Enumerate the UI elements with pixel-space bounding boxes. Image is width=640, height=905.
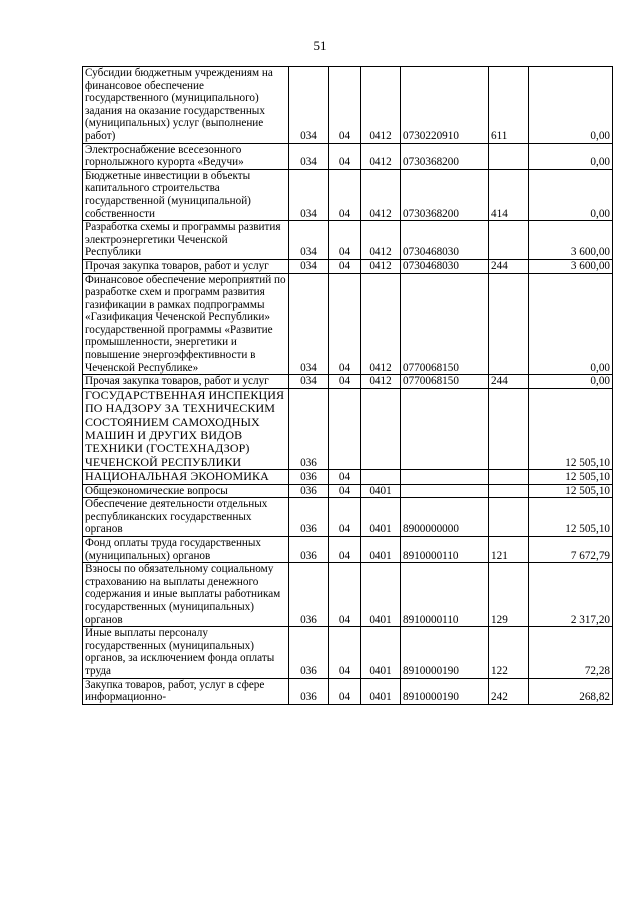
section-code-cell: 04 (329, 498, 361, 537)
target-article-cell: 0730368200 (401, 169, 489, 220)
table-row (83, 627, 613, 678)
section-code-cell: 04 (329, 484, 361, 498)
amount-cell: 0,00 (529, 273, 613, 375)
section-code-cell: 04 (329, 537, 361, 563)
subsection-code-cell: 0412 (361, 375, 401, 389)
table-row (83, 563, 613, 627)
row-name-cell: НАЦИОНАЛЬНАЯ ЭКОНОМИКА (83, 470, 289, 484)
row-name-cell: Взносы по обязательному социальному страхованию на выплаты денежного содержания и иные выплаты работникам государственных (муниципальных) органов (83, 563, 289, 627)
subsection-code-cell: 0412 (361, 169, 401, 220)
section-code-cell: 04 (329, 273, 361, 375)
row-name-cell: ГОСУДАРСТВЕННАЯ ИНСПЕКЦИЯ ПО НАДЗОРУ ЗА ТЕХНИЧЕСКИМ СОСТОЯНИЕМ САМОХОДНЫХ МАШИН И ДРУГИХ ВИДОВ ТЕХНИКИ (ГОСТЕХНАДЗОР) ЧЕЧЕНСКОЙ РЕСПУБЛИКИ (83, 388, 289, 469)
expense-kind-cell: 414 (489, 169, 529, 220)
section-code-cell: 04 (329, 67, 361, 144)
ministry-code-cell: 034 (289, 143, 329, 169)
row-name-cell: Электроснабжение всесезонного горнолыжного курорта «Ведучи» (83, 143, 289, 169)
row-name-cell: Финансовое обеспечение мероприятий по разработке схем и программ развития газификации в рамках подпрограммы «Газификация Чеченской Республики» государственной программы «Развитие промышленности, энергетики и повышение энергоэффективности в Чеченской Республике» (83, 273, 289, 375)
amount-cell: 12 505,10 (529, 470, 613, 484)
target-article-cell (401, 388, 489, 469)
target-article-cell: 0730220910 (401, 67, 489, 144)
target-article-cell: 8910000110 (401, 563, 489, 627)
section-code-cell: 04 (329, 470, 361, 484)
table-row (83, 678, 613, 704)
section-code-cell: 04 (329, 259, 361, 273)
expense-kind-cell (489, 470, 529, 484)
amount-cell: 3 600,00 (529, 259, 613, 273)
subsection-code-cell (361, 470, 401, 484)
expense-kind-cell: 122 (489, 627, 529, 678)
row-name-cell: Бюджетные инвестиции в объекты капитального строительства государственной (муниципальной) собственности (83, 169, 289, 220)
target-article-cell (401, 470, 489, 484)
row-name-cell: Прочая закупка товаров, работ и услуг (83, 375, 289, 389)
row-name-cell: Субсидии бюджетным учреждениям на финансовое обеспечение государственного (муниципального) задания на оказание государственных (муниципальных) услуг (выполнение работ) (83, 67, 289, 144)
row-name-cell: Закупка товаров, работ, услуг в сфере информационно- (83, 678, 289, 704)
ministry-code-cell: 036 (289, 563, 329, 627)
table-row (83, 388, 613, 469)
expense-kind-cell (489, 484, 529, 498)
ministry-code-cell: 036 (289, 470, 329, 484)
target-article-cell (401, 484, 489, 498)
target-article-cell: 0730468030 (401, 259, 489, 273)
ministry-code-cell: 034 (289, 169, 329, 220)
table-row (83, 375, 613, 389)
amount-cell: 12 505,10 (529, 498, 613, 537)
table-row (83, 221, 613, 260)
expense-kind-cell: 121 (489, 537, 529, 563)
amount-cell: 0,00 (529, 169, 613, 220)
ministry-code-cell: 034 (289, 67, 329, 144)
expense-kind-cell (489, 143, 529, 169)
ministry-code-cell: 034 (289, 259, 329, 273)
ministry-code-cell: 036 (289, 498, 329, 537)
ministry-code-cell: 034 (289, 221, 329, 260)
target-article-cell: 0730468030 (401, 221, 489, 260)
target-article-cell: 8910000110 (401, 537, 489, 563)
budget-table (82, 66, 613, 705)
expense-kind-cell (489, 273, 529, 375)
target-article-cell: 8910000190 (401, 627, 489, 678)
subsection-code-cell: 0401 (361, 484, 401, 498)
table-row (83, 169, 613, 220)
subsection-code-cell: 0412 (361, 143, 401, 169)
section-code-cell: 04 (329, 563, 361, 627)
ministry-code-cell: 034 (289, 273, 329, 375)
expense-kind-cell: 244 (489, 375, 529, 389)
ministry-code-cell: 036 (289, 537, 329, 563)
subsection-code-cell: 0401 (361, 627, 401, 678)
row-name-cell: Фонд оплаты труда государственных (муниципальных) органов (83, 537, 289, 563)
amount-cell: 0,00 (529, 375, 613, 389)
table-row (83, 537, 613, 563)
amount-cell: 0,00 (529, 143, 613, 169)
expense-kind-cell: 129 (489, 563, 529, 627)
ministry-code-cell: 036 (289, 627, 329, 678)
amount-cell: 12 505,10 (529, 388, 613, 469)
table-row (83, 67, 613, 144)
section-code-cell: 04 (329, 627, 361, 678)
row-name-cell: Обеспечение деятельности отдельных республиканских государственных органов (83, 498, 289, 537)
subsection-code-cell: 0412 (361, 221, 401, 260)
section-code-cell: 04 (329, 375, 361, 389)
ministry-code-cell: 036 (289, 678, 329, 704)
row-name-cell: Прочая закупка товаров, работ и услуг (83, 259, 289, 273)
subsection-code-cell: 0412 (361, 273, 401, 375)
ministry-code-cell: 036 (289, 388, 329, 469)
table-row (83, 273, 613, 375)
row-name-cell: Разработка схемы и программы развития электроэнергетики Чеченской Республики (83, 221, 289, 260)
ministry-code-cell: 036 (289, 484, 329, 498)
subsection-code-cell (361, 388, 401, 469)
expense-kind-cell (489, 498, 529, 537)
table-row (83, 484, 613, 498)
table-row (83, 498, 613, 537)
amount-cell: 3 600,00 (529, 221, 613, 260)
subsection-code-cell: 0412 (361, 259, 401, 273)
amount-cell: 2 317,20 (529, 563, 613, 627)
amount-cell: 268,82 (529, 678, 613, 704)
expense-kind-cell: 244 (489, 259, 529, 273)
expense-kind-cell: 242 (489, 678, 529, 704)
budget-table-body (83, 67, 613, 705)
section-code-cell (329, 388, 361, 469)
amount-cell: 0,00 (529, 67, 613, 144)
amount-cell: 12 505,10 (529, 484, 613, 498)
subsection-code-cell: 0412 (361, 67, 401, 144)
target-article-cell: 8900000000 (401, 498, 489, 537)
subsection-code-cell: 0401 (361, 563, 401, 627)
amount-cell: 7 672,79 (529, 537, 613, 563)
target-article-cell: 0730368200 (401, 143, 489, 169)
table-row (83, 259, 613, 273)
subsection-code-cell: 0401 (361, 537, 401, 563)
table-row (83, 143, 613, 169)
target-article-cell: 0770068150 (401, 273, 489, 375)
target-article-cell: 8910000190 (401, 678, 489, 704)
target-article-cell: 0770068150 (401, 375, 489, 389)
section-code-cell: 04 (329, 221, 361, 260)
table-row (83, 470, 613, 484)
amount-cell: 72,28 (529, 627, 613, 678)
expense-kind-cell (489, 388, 529, 469)
expense-kind-cell (489, 221, 529, 260)
subsection-code-cell: 0401 (361, 498, 401, 537)
subsection-code-cell: 0401 (361, 678, 401, 704)
section-code-cell: 04 (329, 678, 361, 704)
section-code-cell: 04 (329, 143, 361, 169)
row-name-cell: Общеэкономические вопросы (83, 484, 289, 498)
row-name-cell: Иные выплаты персоналу государственных (муниципальных) органов, за исключением фонда оплаты труда (83, 627, 289, 678)
page-number: 51 (313, 38, 327, 53)
section-code-cell: 04 (329, 169, 361, 220)
expense-kind-cell: 611 (489, 67, 529, 144)
ministry-code-cell: 034 (289, 375, 329, 389)
